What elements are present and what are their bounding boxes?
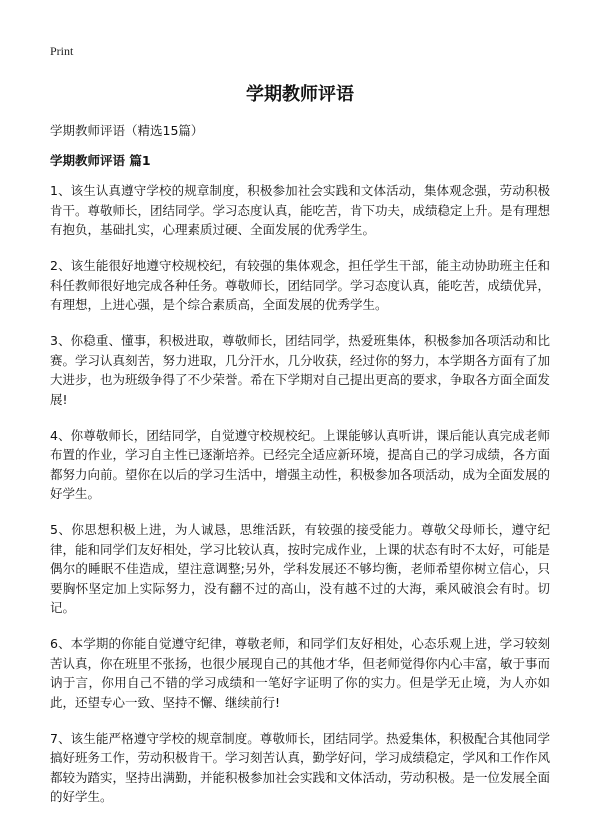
document-subtitle: 学期教师评语（精选15篇） bbox=[50, 123, 204, 138]
comment-paragraph-2: 2、该生能很好地遵守校规校纪，有较强的集体观念，担任学生干部，能主动协助班主任和科任教师很好地完成各种任务。尊敬师长，团结同学。学习态度认真，能吃苦，成绩优异，有理想，上进心强，是个综合素质高，全面发展的优秀学生。 bbox=[50, 258, 551, 312]
comment-paragraph-7: 7、该生能严格遵守学校的规章制度。尊敬师长，团结同学。热爱集体，积极配合其他同学搞好班务工作，劳动积极肯干。学习刻苦认真，勤学好问，学习成绩稳定，学风和工作作风都较为踏实，坚持出满勤，并能积极参加社会实践和文体活动，劳动积极。是一位发展全面的好学生。 bbox=[50, 730, 551, 804]
comment-paragraph-3: 3、你稳重、懂事，积极进取，尊敬师长，团结同学，热爱班集体，积极参加各项活动和比赛。学习认真刻苦，努力进取，几分汗水，几分收获，经过你的努力，本学期各方面有了加大进步，也为班级争得了不少荣誉。希在下学期对自己提出更高的要求，争取各方面全面发展! bbox=[50, 333, 551, 407]
comment-paragraph-1: 1、该生认真遵守学校的规章制度，积极参加社会实践和文体活动，集体观念强，劳动积极肯干。尊敬师长，团结同学。学习态度认真，能吃苦，肯下功夫，成绩稳定上升。是有理想有抱负，基础扎实，心理素质过硬、全面发展的优秀学生。 bbox=[50, 183, 551, 237]
comment-paragraph-4: 4、你尊敬师长，团结同学，自觉遵守校规校纪。上课能够认真听讲，课后能认真完成老师布置的作业，学习自主性已逐渐培养。已经完全适应新环境，提高自己的学习成绩，各方面都努力向前。望你在以后的学习生活中，增强主动性，积极参加各项活动，成为全面发展的好学生。 bbox=[50, 427, 551, 501]
article-body bbox=[50, 181, 550, 823]
print-link[interactable]: Print bbox=[50, 44, 74, 58]
comment-paragraph-5: 5、你思想积极上进，为人诚恳，思维活跃，有较强的接受能力。尊敬父母师长，遵守纪律，能和同学们友好相处，学习比较认真，按时完成作业，上课的状态有时不太好，可能是偶尔的睡眠不佳造成，望注意调整;另外，学科发展还不够均衡，老师希望你树立信心，只要胸怀坚定加上实际努力，没有翻不过的高山，没有越不过的大海，乘风破浪会有时。切记。 bbox=[50, 522, 551, 615]
section-heading: 学期教师评语 篇1 bbox=[50, 153, 151, 168]
comment-paragraph-6: 6、本学期的你能自觉遵守纪律，尊敬老师，和同学们友好相处，心态乐观上进，学习较刻苦认真，你在班里不张扬，也很少展现自己的其他才华，但老师觉得你内心丰富，敏于事而讷于言，你用自己不错的学习成绩和一笔好字证明了你的实力。但是学无止境，为人亦如此，还望专心一致、坚持不懈、继续前行! bbox=[50, 636, 551, 710]
page-title: 学期教师评语 bbox=[246, 84, 354, 105]
